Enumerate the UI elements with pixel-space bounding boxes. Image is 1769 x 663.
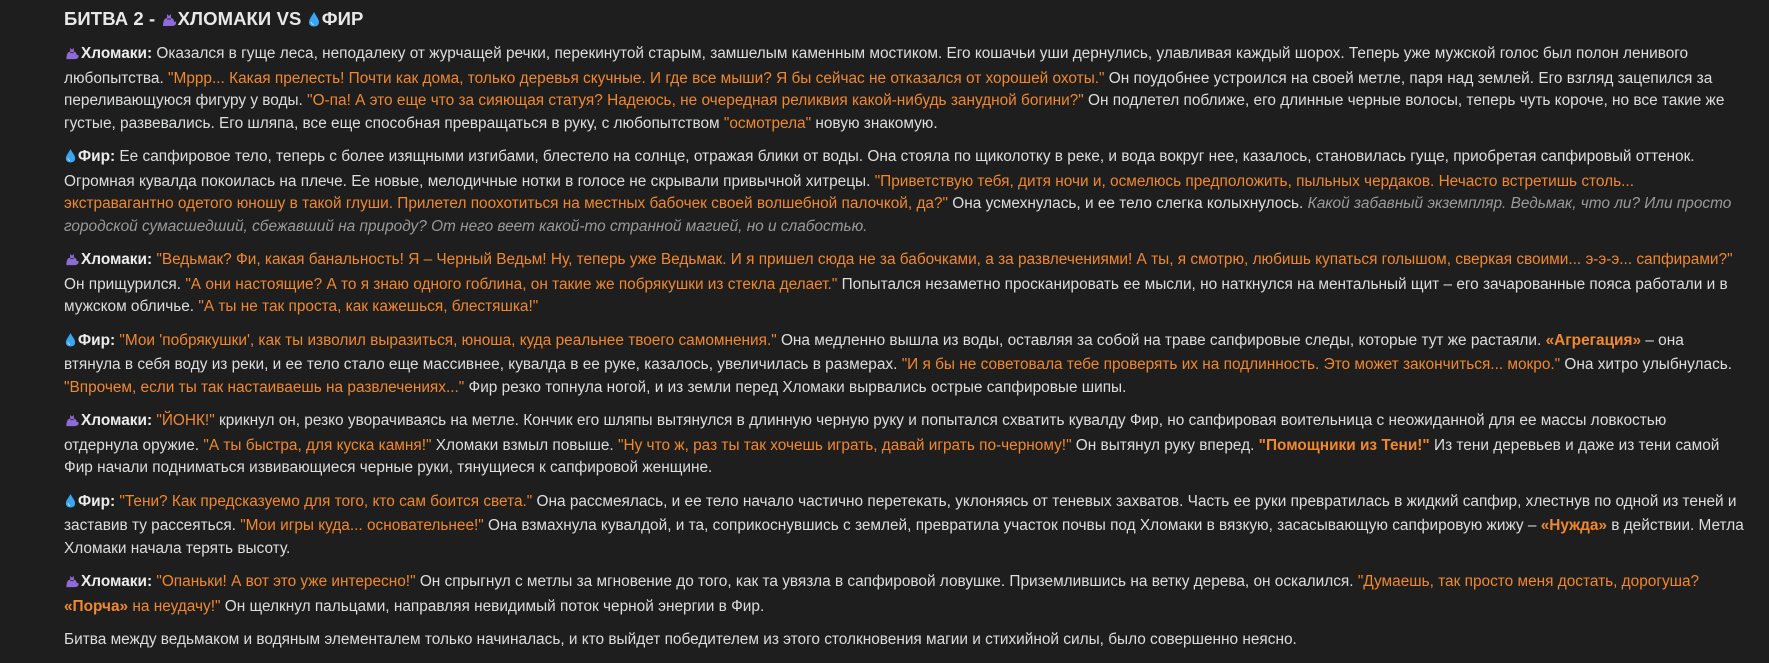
cat-icon — [64, 251, 80, 274]
droplet-icon — [64, 148, 77, 171]
narration-text: Фир резко топнула ногой, и из земли перед Хломаки вырвались острые сапфировые шипы. — [464, 378, 1127, 396]
narration-text: в действии. Метла Хломаки начала терять высоту. — [64, 517, 1744, 557]
speaker-name: Фир: — [78, 492, 116, 510]
narration-text: Она рассмеялась, и ее тело начало частично перетекать, уклоняясь от теневых захватов. Часть ее руки превратилась в жидкий сапфир, хлестнув по одной из теней и заставив ту рассеяться. — [64, 492, 1737, 534]
dialogue-quote: "Ведьмак? Фи, какая банальность! Я – Черный Ведьм! Ну, теперь уже Ведьмак. И я пришел сюда не за бабочками, а за развлечениями! А ты, я смотрю, любишь купаться голышом, сверкая своими... э-э-э... сапфирами?" — [156, 251, 1733, 268]
narration-text: Он поудобнее устроился на своей метле, паря над землей. Его взгляд зацепился за переливающуюся фигуру у воды. — [64, 69, 1713, 109]
page-title — [64, 7, 1744, 33]
dialogue-quote: "Опаньки! А вот это уже интересно!" — [156, 573, 416, 590]
speaker-name: Хломаки: — [81, 412, 153, 429]
dialogue-quote: "Мррр... Какая прелесть! Почти как дома, только деревья скучные. И где все мыши? Я бы сейчас не отказался от хорошей охоты." — [168, 69, 1105, 87]
dialogue-quote: "Мои 'побрякушки', как ты изволил выразиться, юноша, куда реальнее твоего самомнения." — [119, 331, 777, 349]
cat-icon — [161, 9, 177, 33]
narration-text: – она втянула в себя воду из реки, и ее тело стало еще массивнее, кувалда в ее руке, казалось, увеличилась в размерах. — [64, 331, 1684, 373]
narration-text: Он спрыгнул с метлы за мгновение до того, как та увязла в сапфировой ловушке. Приземлившись на ветку дерева, он оскалился. — [415, 573, 1358, 590]
title-name2: ФИР — [321, 8, 364, 29]
narration-text: Она медленно вышла из воды, оставляя за собой на траве сапфировые следы, которые тут же растаяли. — [776, 331, 1546, 349]
speaker-name: Фир: — [78, 148, 116, 165]
narration-text: крикнул он, резко уворачиваясь на метле. Кончик его шляпы вытянулся в длинную черную руку и попытался схватить кувалду Фир, но сапфировая воительница с неожиданной для ее массы ловкостью отдернула оружие. — [64, 412, 1667, 454]
speaker-name: Хломаки: — [81, 251, 153, 268]
dialogue-quote: "осмотрела" — [723, 114, 812, 132]
ability-name: «Порча» — [64, 597, 129, 615]
paragraph — [64, 43, 1744, 135]
ability-name: "Помощники из Тени!" — [1258, 436, 1430, 454]
droplet-icon — [64, 332, 77, 355]
paragraph — [64, 146, 1744, 238]
dialogue-quote: "Тени? Как предсказуемо для того, кто сам боится света." — [119, 492, 533, 510]
paragraph — [64, 410, 1744, 480]
speaker-name: Хломаки: — [81, 573, 153, 590]
ability-name: «Агрегация» — [1545, 331, 1642, 349]
narration-text: Битва между ведьмаком и водяным элементалем только начиналась, и кто выйдет победителем из этого столкновения магии и стихийной силы, было совершенно неясно. — [64, 631, 1297, 648]
narration-text: Он вытянул руку вперед. — [1071, 436, 1259, 454]
title-name1: ХЛОМАКИ VS — [177, 8, 307, 29]
dialogue-quote: "И я бы не советовала тебе проверять их на подлинность. Это может закончиться... мокро." — [901, 356, 1561, 373]
narration-text: Из тени деревьев и даже из тени самой Фир начали подниматься извивающиеся черные руки, тянущиеся к сапфировой женщине. — [64, 436, 1720, 476]
title-prefix: БИТВА 2 - — [64, 8, 161, 29]
paragraph — [64, 330, 1744, 400]
dialogue-quote: "Впрочем, если ты так настаиваешь на развлечениях..." — [64, 378, 465, 396]
narration-text: Она хитро улыбнулась. — [1560, 356, 1733, 373]
dialogue-quote: "А они настоящие? А то я знаю одного гоблина, он такие же побрякушки из стекла делает." — [185, 275, 838, 293]
dialogue-quote: "А ты быстра, для куска камня!" — [203, 436, 432, 454]
dialogue-quote: "ЙОНК!" — [156, 412, 215, 429]
narration-text: Хломаки взмыл повыше. — [431, 436, 618, 454]
dialogue-quote: "Думаешь, так просто меня достать, дорогуша? — [1357, 573, 1700, 590]
narration-text: Оказался в гуще леса, неподалеку от журчащей речки, перекинутой старым, замшелым каменным мостиком. Его кошачьи уши дернулись, улавливая каждый шорох. Теперь уже мужской голос был полон ленивого любопытства. — [64, 45, 1689, 87]
dialogue-quote: "Мои игры куда... основательнее!" — [240, 517, 484, 534]
cat-icon — [64, 45, 80, 68]
dialogue-quote: на неудачу!" — [128, 597, 221, 615]
paragraph — [64, 571, 1744, 618]
narration-text: Ее сапфировое тело, теперь с более изящными изгибами, блестело на солнце, отражая блики от воды. Она стояла по щиколотку в реке, и вода вокруг нее, казалось, становилась гуще, приобретая сапфировый оттенок. Огромная кувалда покоилась на плече. Ее новые, мелодичные нотки в голосе не скрывали привычной хитрецы. — [64, 148, 1695, 190]
speaker-name: Фир: — [78, 331, 116, 349]
paragraph — [64, 491, 1744, 561]
inner-thought: Какой забавный экземпляр. Ведьмак, что ли? Или просто городской сумасшедший, сбежавший на природу? От него веет какой-то странной магией, но и слабостью. — [64, 195, 1732, 235]
speaker-name: Хломаки: — [81, 45, 153, 62]
cat-icon — [64, 412, 80, 435]
narration-text: Она усмехнулась, и ее тело слегка колыхнулось. — [948, 195, 1308, 212]
battle-paragraphs — [64, 43, 1744, 652]
narration-text: Он прищурился. — [64, 275, 186, 293]
droplet-icon — [307, 9, 321, 33]
narration-text: новую знакомую. — [811, 114, 938, 132]
narration-text: Он щелкнул пальцами, направляя невидимый поток черной энергии в Фир. — [220, 597, 765, 615]
dialogue-quote: "О-па! А это еще что за сияющая статуя? Надеюсь, не очередная реликвия какой-нибудь занудной богини?" — [307, 92, 1084, 109]
paragraph — [64, 249, 1744, 319]
ability-name: «Нужда» — [1540, 517, 1607, 534]
dialogue-quote: "А ты не так проста, как кажешься, блестяшка!" — [198, 298, 539, 315]
cat-icon — [64, 573, 80, 596]
dialogue-quote: "Приветствую тебя, дитя ночи и, осмелюсь предположить, пыльных чердаков. Нечасто встретишь столь... экстравагантно одетого юношу в такой глуши. Прилетел поохотиться на местных бабочек своей волшебной палочкой, да?" — [64, 172, 1634, 212]
dialogue-quote: "Ну что ж, раз ты так хочешь играть, давай играть по-черному!" — [618, 436, 1072, 454]
paragraph — [64, 629, 1744, 652]
document-body — [64, 7, 1744, 663]
narration-text: Попытался незаметно просканировать ее мысли, но наткнулся на ментальный щит – его зачарованные пояса работали и в мужском обличье. — [64, 275, 1728, 315]
narration-text: Он подлетел поближе, его длинные черные волосы, теперь чуть короче, но все такие же густые, развевались. Его шляпа, все еще способная превращаться в руку, с любопытством — [64, 92, 1725, 132]
narration-text: Она взмахнула кувалдой, и та, соприкоснувшись с землей, превратила участок почвы под Хломаки в вязкую, засасывающую сапфировую жижу – — [483, 517, 1541, 534]
droplet-icon — [64, 493, 77, 516]
